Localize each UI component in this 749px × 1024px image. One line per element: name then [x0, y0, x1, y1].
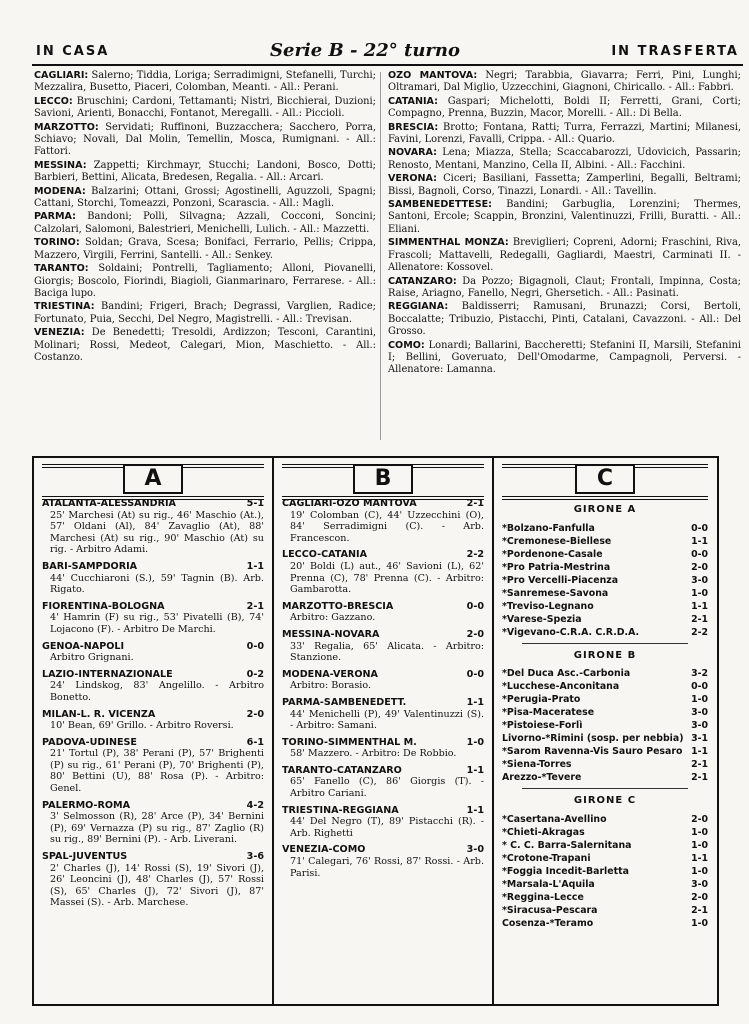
- match-header: [282, 549, 484, 561]
- lineup-entry: [388, 173, 741, 198]
- match-header: [282, 765, 484, 777]
- girone-match-teams: *Lucchese-Anconitana: [502, 681, 620, 693]
- girone-match-teams: *Cremonese-Biellese: [502, 535, 612, 547]
- match-score: 1-1: [466, 696, 484, 708]
- girone-match: [502, 719, 708, 732]
- girone-match-score: 1-0: [691, 826, 708, 838]
- lineup-entry: [388, 276, 741, 301]
- lineup-players: Breviglieri; Copreni, Adorni; Fraschini, Riva, Frascoli; Mattavelli, Redegalli, Gagliardi, Maestri, Carminati II. - Allenatore: Kossovel.: [388, 237, 741, 274]
- match-score: 1-1: [246, 560, 264, 572]
- lineup-team-name: TORINO:: [34, 237, 80, 249]
- girone-match-teams: *Pistoiese-Forlì: [502, 720, 583, 732]
- girone-match: [502, 667, 708, 680]
- lineup-entry: [388, 122, 741, 147]
- girone-match: [502, 745, 708, 758]
- girone-match-teams: *Vigevano-C.R.A. C.R.D.A.: [502, 626, 640, 638]
- lineup-team-name: VERONA:: [388, 173, 437, 185]
- girone-match-score: 1-1: [691, 746, 708, 758]
- girone-match-teams: *Pro Vercelli-Piacenza: [502, 574, 619, 586]
- girone-match: [502, 626, 708, 639]
- girone-match-teams: *Pordenone-Casale: [502, 548, 603, 560]
- header-in-trasferta: IN TRASFERTA: [611, 44, 739, 59]
- girone-match-teams: Arezzo-*Tevere: [502, 772, 582, 784]
- match-header: [282, 844, 484, 856]
- girone-match-score: 0-0: [691, 548, 708, 560]
- girone-match: [502, 613, 708, 626]
- lineup-entry: [34, 327, 376, 364]
- lineup-entry: [388, 340, 741, 377]
- match-details: 24' Lindskog, 83' Angelillo. - Arbitro Bonetto.: [50, 680, 264, 703]
- match-header: [42, 498, 264, 510]
- girone-match-teams: *Pro Patria-Mestrina: [502, 561, 611, 573]
- match-entry: [282, 765, 484, 800]
- lineup-players: Da Pozzo; Bigagnoli, Claut; Frontali, Impinna, Costa; Raise, Ariagno, Fanello, Negri, Ghersetich. - All.: Pasinati.: [388, 275, 742, 299]
- match-score: 4-2: [246, 799, 264, 811]
- match-header: [282, 737, 484, 749]
- match-details: 44' Del Negro (T), 89' Pistacchi (R). - Arb. Righetti: [290, 816, 484, 839]
- match-details: Arbitro Grignani.: [50, 652, 134, 664]
- girone-match-score: 2-1: [691, 772, 708, 784]
- girone-match-teams: *Casertana-Avellino: [502, 813, 607, 825]
- match-score: 0-0: [246, 640, 264, 652]
- home-lineups: [34, 70, 376, 365]
- lineup-players: Bandini; Frigeri, Brach; Degrassi, Varglien, Radice; Fortunato, Puia, Secchi, Del Negro, Magistrelli. - All.: Trevisan.: [34, 301, 377, 325]
- match-teams: MILAN-L. R. VICENZA: [42, 708, 156, 720]
- girone-match-teams: *Siracusa-Pescara: [502, 904, 598, 916]
- lineup-entry: [34, 237, 376, 262]
- girone-match-score: 1-0: [691, 839, 708, 851]
- lineup-players: Lena; Miazza, Stella; Scaccabarozzi, Udovicich, Passarin; Renosto, Mentani, Manzino, Cella II, Albini. - All.: Facchini.: [388, 147, 742, 171]
- girone-match-score: 2-0: [691, 813, 708, 825]
- girone-match: [502, 852, 708, 865]
- match-teams: LECCO-CATANIA: [282, 549, 368, 561]
- match-teams: CAGLIARI-OZO MANTOVA: [282, 498, 417, 509]
- match-details: 3' Selmosson (R), 28' Arce (P), 34' Bernini (P), 69' Vernazza (P) su rig., 87' Zaglio (R) su rig., 89' Bernini (P). - Arb. Liverani.: [50, 811, 264, 846]
- girone-match: [502, 535, 708, 548]
- lineup-entry: [34, 122, 376, 159]
- lineup-entry: [34, 186, 376, 211]
- lineup-players: Ciceri; Basiliani, Fassetta; Zamperlini, Begalli, Beltrami; Bissi, Bagnoli, Corso, Tinazzi, Lonardi. - All.: Tavellin.: [388, 173, 742, 197]
- girone-match: [502, 587, 708, 600]
- girone-match: [502, 574, 708, 587]
- lineup-team-name: COMO:: [388, 339, 425, 351]
- girone-match: [502, 891, 708, 904]
- girone-match-teams: *Siena-Torres: [502, 759, 572, 771]
- match-score: 2-1: [246, 600, 264, 612]
- match-header: [282, 498, 484, 510]
- serie-a-column: [34, 458, 274, 1004]
- lineup-players: Lonardi; Ballarini, Baccheretti; Stefanini II, Marsili, Stefanini I; Bellini, Goveruato, Dell'Omodarme, Campagnoli, Perversi. - Allenatore: Lamanna.: [388, 339, 742, 376]
- girone-match-score: 1-1: [691, 600, 708, 612]
- serie-b-column: [274, 458, 494, 1004]
- match-teams: VENEZIA-COMO: [282, 844, 366, 856]
- girone-match: [502, 732, 708, 745]
- girone-match-score: 3-2: [691, 668, 708, 680]
- match-entry: [42, 709, 264, 732]
- match-header: [42, 800, 264, 812]
- girone-match-teams: Livorno-*Rimini (sosp. per nebbia): [502, 733, 684, 745]
- girone-match-score: 3-0: [691, 574, 708, 586]
- match-score: 2-2: [466, 549, 484, 561]
- match-details: 71' Calegari, 76' Rossi, 87' Rossi. - Arb. Parisi.: [290, 856, 484, 879]
- serie-b-letter: B: [353, 464, 413, 494]
- girone-match: [502, 548, 708, 561]
- lineup-players: Soldan; Grava, Scesa; Bonifaci, Ferrario, Pellis; Crippa, Mazzero, Virgili, Ferrini, Santelli. - All.: Senkey.: [34, 237, 376, 261]
- lineup-players: Salerno; Tiddia, Loriga; Serradimigni, Stefanelli, Turchi; Mezzalira, Busetto, Piaceri, Colomban, Meanti. - All.: Perani.: [34, 70, 377, 94]
- girone-match: [502, 917, 708, 930]
- girone-match-score: 3-0: [691, 707, 708, 719]
- girone-match-score: 3-0: [691, 878, 708, 890]
- match-teams: SPAL-JUVENTUS: [42, 851, 128, 863]
- serie-a-letter: A: [123, 464, 183, 494]
- lineup-team-name: TARANTO:: [34, 263, 89, 275]
- lineup-entry: [34, 160, 376, 185]
- girone-match-teams: *Chieti-Akragas: [502, 826, 585, 838]
- lineup-entry: [388, 147, 741, 172]
- lineup-players: Bandini; Garbuglia, Lorenzini; Thermes, Santoni, Ercole; Scappin, Bronzini, Valentinuzzi, Frilli, Buratti. - All.: Eliani.: [388, 199, 741, 235]
- girone-match: [502, 839, 708, 852]
- girone-match-score: 1-1: [691, 852, 708, 864]
- match-teams: GENOA-NAPOLI: [42, 640, 125, 652]
- lineup-players: De Benedetti; Tresoldi, Ardizzon; Tesconi, Carantini, Molinari; Rossi, Medeot, Calegari, Mion, Maschietto. - All.: Costanzo.: [34, 327, 377, 363]
- match-teams: MODENA-VERONA: [282, 668, 378, 680]
- lineup-team-name: TRIESTINA:: [34, 301, 95, 313]
- lineup-team-name: CAGLIARI:: [34, 70, 89, 81]
- match-details: 4' Hamrin (F) su rig., 53' Pivatelli (B), 74' Lojacono (F). - Arbitro De Marchi.: [50, 612, 264, 635]
- lineup-entry: [388, 301, 741, 338]
- match-entry: [282, 805, 484, 840]
- match-details: 58' Mazzero. - Arbitro: De Robbio.: [290, 748, 457, 760]
- girone-match-score: 2-1: [691, 759, 708, 771]
- girone-match-score: 2-2: [691, 626, 708, 638]
- match-score: 0-0: [466, 668, 484, 680]
- match-teams: MARZOTTO-BRESCIA: [282, 600, 394, 612]
- serie-b-results: [282, 498, 484, 884]
- match-entry: [42, 641, 264, 664]
- lineup-team-name: CATANZARO:: [388, 275, 457, 287]
- match-entry: [42, 561, 264, 596]
- match-details: 19' Colomban (C), 44' Uzzecchini (O), 84' Serradimigni (C). - Arb. Francescon.: [290, 509, 484, 544]
- girone-match-score: 2-1: [691, 613, 708, 625]
- away-lineups: [388, 70, 741, 378]
- girone-title: GIRONE C: [573, 795, 637, 807]
- match-header: [282, 601, 484, 613]
- match-header: [42, 669, 264, 681]
- girone-match: [502, 600, 708, 613]
- lineup-players: Baldisserri; Ramusani, Brunazzi; Corsi, Bertoli, Boccalatte; Tribuzio, Pistacchi, Pinti, Catalani, Cavazzoni. - All.: Del Grosso.: [388, 301, 741, 338]
- girone-title: GIRONE A: [573, 504, 637, 515]
- girone-match-score: 2-0: [691, 891, 708, 903]
- lineup-entry: [34, 301, 376, 326]
- girone-separator: [522, 643, 688, 644]
- match-details: 25' Marchesi (At) su rig., 46' Maschio (At.), 57' Oldani (Al), 84' Zavaglio (At), 88' Marchesi (At) su rig., 90' Maschio (At) su rig. - Arbitro Adami.: [50, 509, 264, 556]
- match-teams: BARI-SAMPDORIA: [42, 560, 138, 572]
- lineup-entry: [34, 96, 376, 121]
- match-header: [42, 709, 264, 721]
- girone-match-teams: *Sanremese-Savona: [502, 587, 609, 599]
- girone-match-teams: *Treviso-Legnano: [502, 600, 594, 612]
- lineup-team-name: VENEZIA:: [34, 327, 85, 339]
- match-teams: PADOVA-UDINESE: [42, 736, 137, 748]
- match-score: 2-0: [466, 628, 484, 640]
- header-in-casa: IN CASA: [36, 44, 110, 59]
- girone-match-score: 3-0: [691, 720, 708, 732]
- lineup-team-name: SIMMENTHAL MONZA:: [388, 237, 509, 249]
- match-score: 2-0: [246, 708, 264, 720]
- girone-match-score: 1-0: [691, 865, 708, 877]
- match-score: 1-1: [466, 764, 484, 776]
- girone-match-teams: *Pisa-Maceratese: [502, 707, 595, 719]
- match-entry: [42, 851, 264, 909]
- match-score: 5-1: [246, 498, 264, 509]
- match-header: [42, 601, 264, 613]
- lineup-entry: [34, 70, 376, 95]
- lineup-team-name: MARZOTTO:: [34, 121, 99, 133]
- girone-match-score: 2-0: [691, 561, 708, 573]
- match-header: [282, 629, 484, 641]
- lineup-team-name: PARMA:: [34, 211, 76, 223]
- header-serie-b-title: Serie B - 22° turno: [270, 40, 461, 61]
- lineup-entry: [34, 211, 376, 236]
- girone-match: [502, 680, 708, 693]
- girone-title: GIRONE B: [573, 649, 637, 661]
- girone-match: [502, 904, 708, 917]
- girone-match: [502, 826, 708, 839]
- lineup-team-name: SAMBENEDETTESE:: [388, 199, 493, 211]
- girone-match-teams: *Foggia Incedit-Barletta: [502, 865, 629, 877]
- lineup-entry: [388, 70, 741, 95]
- match-details: 21' Tortul (P), 38' Perani (P), 57' Brighenti (P) su rig., 61' Perani (P), 70' Brighenti (P), 80' Bettini (U), 88' Rosa (P). - Arbitro: Genel.: [50, 748, 264, 795]
- lineups-divider: [380, 72, 381, 440]
- match-header: [282, 697, 484, 709]
- girone-match-teams: *Varese-Spezia: [502, 613, 582, 625]
- lineup-players: Servidati; Ruffinoni, Buzzacchera; Sacchero, Porra, Schiavo; Novali, Dal Molin, Temellin, Mosca, Rumignani. - All.: Fattori.: [34, 121, 376, 158]
- match-header: [42, 851, 264, 863]
- match-score: 3-0: [466, 844, 484, 856]
- lineup-team-name: OZO MANTOVA:: [388, 70, 478, 81]
- match-entry: [282, 549, 484, 595]
- serie-c-column: [494, 458, 716, 1004]
- girone-match-score: 2-1: [691, 904, 708, 916]
- lineup-entry: [388, 199, 741, 236]
- girone-match-score: 3-1: [691, 733, 708, 745]
- match-teams: TORINO-SIMMENTHAL M.: [282, 736, 417, 748]
- lineup-team-name: REGGIANA:: [388, 301, 449, 313]
- match-teams: TRIESTINA-REGGIANA: [282, 804, 399, 816]
- girone-match-score: 1-0: [691, 694, 708, 706]
- match-entry: [282, 844, 484, 879]
- lineup-team-name: MESSINA:: [34, 159, 87, 171]
- girone-match: [502, 561, 708, 574]
- match-details: 10' Bean, 69' Grillo. - Arbitro Roversi.: [50, 720, 234, 732]
- match-header: [42, 641, 264, 653]
- match-teams: FIORENTINA-BOLOGNA: [42, 600, 165, 612]
- lineup-players: Bandoni; Polli, Silvagna; Azzali, Cocconi, Soncini; Calzolari, Salomoni, Balestrieri, Menichelli, Lulich. - All.: Mazzetti.: [34, 211, 376, 235]
- lineup-team-name: MODENA:: [34, 185, 86, 197]
- match-details: Arbitro: Borasio.: [290, 680, 372, 692]
- match-details: 33' Regalia, 65' Alicata. - Arbitro: Stanzione.: [290, 640, 484, 664]
- lineup-team-name: BRESCIA:: [388, 121, 439, 133]
- results-box: [32, 456, 719, 1006]
- lineup-team-name: LECCO:: [34, 95, 73, 107]
- match-details: 2' Charles (J), 14' Rossi (S), 19' Sivori (J), 26' Leoncini (J), 48' Charles (J), 57' Rossi (S), 65' Charles (J), 72' Sivori (J), 87' Massei (S). - Arb. Marchese.: [50, 862, 264, 909]
- match-score: 2-1: [466, 498, 484, 509]
- girone-match-teams: *Del Duca Asc.-Carbonia: [502, 668, 631, 680]
- match-details: Arbitro: Gazzano.: [290, 612, 376, 624]
- serie-c-results: [502, 498, 708, 930]
- match-teams: MESSINA-NOVARA: [282, 628, 380, 640]
- girone-match: [502, 758, 708, 771]
- girone-separator: [522, 788, 688, 789]
- match-teams: PARMA-SAMBENEDETT.: [282, 696, 407, 708]
- match-header: [282, 805, 484, 817]
- match-header: [42, 561, 264, 573]
- serie-a-results: [42, 498, 264, 914]
- girone-match-score: 0-0: [691, 522, 708, 534]
- match-teams: ATALANTA-ALESSANDRIA: [42, 498, 176, 509]
- girone-match-teams: * C. C. Barra-Salernitana: [502, 839, 632, 851]
- match-score: 1-0: [466, 736, 484, 748]
- lineup-players: Gaspari; Michelotti, Boldi II; Ferretti, Grani, Corti; Compagno, Prenna, Buzzin, Macor, Morelli. - All.: Di Bella.: [388, 95, 742, 120]
- match-entry: [42, 737, 264, 795]
- match-details: 65' Fanello (C), 86' Giorgis (T). - Arbitro Cariani.: [290, 776, 484, 800]
- girone-match-teams: Cosenza-*Teramo: [502, 917, 594, 929]
- header-rule: [32, 64, 743, 66]
- lineup-entry: [34, 263, 376, 300]
- serie-c-letter: C: [575, 464, 635, 494]
- girone-match-score: 1-0: [691, 587, 708, 599]
- match-score: 0-0: [466, 600, 484, 612]
- match-details: 20' Boldi (L) aut., 46' Savioni (L), 62' Prenna (C), 78' Prenna (C). - Arbitro: Gambarotta.: [290, 560, 484, 596]
- lineup-team-name: CATANIA:: [388, 95, 438, 107]
- match-score: 1-1: [466, 804, 484, 816]
- girone-match: [502, 522, 708, 535]
- match-entry: [282, 601, 484, 624]
- girone-match: [502, 878, 708, 891]
- lineup-players: Negri; Tarabbia, Giavarra; Ferri, Pini, Lunghi; Oltramari, Dal Miglio, Uzzecchini, Giagnoni, Chiricallo. - All.: Fabbri.: [388, 70, 741, 94]
- lineup-players: Brotto; Fontana, Ratti; Turra, Ferrazzi, Martini; Milanesi, Favini, Lorenzi, Favalli, Crippa. - All.: Quario.: [388, 121, 741, 146]
- match-teams: LAZIO-INTERNAZIONALE: [42, 668, 173, 680]
- lineup-team-name: NOVARA:: [388, 147, 437, 159]
- match-score: 0-2: [246, 668, 264, 680]
- match-entry: [282, 629, 484, 664]
- girone-match: [502, 813, 708, 826]
- match-entry: [282, 498, 484, 544]
- girone-match-teams: *Reggina-Lecce: [502, 891, 584, 903]
- lineup-entry: [388, 96, 741, 121]
- girone-match: [502, 771, 708, 784]
- girone-match: [502, 693, 708, 706]
- girone-match: [502, 706, 708, 719]
- girone-match-teams: *Perugia-Prato: [502, 694, 581, 706]
- girone-match: [502, 865, 708, 878]
- girone-match-score: 1-1: [691, 535, 708, 547]
- match-entry: [282, 737, 484, 760]
- match-score: 3-6: [246, 851, 264, 863]
- girone-match-score: 1-0: [691, 917, 708, 929]
- match-score: 6-1: [246, 736, 264, 748]
- match-teams: TARANTO-CATANZARO: [282, 764, 402, 776]
- match-teams: PALERMO-ROMA: [42, 799, 131, 811]
- lineup-entry: [388, 237, 741, 274]
- girone-match-teams: *Marsala-L'Aquila: [502, 878, 595, 890]
- match-entry: [42, 601, 264, 636]
- girone-match-teams: *Bolzano-Fanfulla: [502, 522, 595, 534]
- match-entry: [42, 800, 264, 846]
- lineup-players: Soldaini; Pontrelli, Tagliamento; Alloni, Piovanelli, Giorgis; Boscolo, Fiorindi, Biagioli, Gianmarinaro, Ferrarese. - All.: Baciga lupo.: [34, 263, 376, 299]
- match-entry: [42, 669, 264, 704]
- match-entry: [282, 669, 484, 692]
- match-header: [42, 737, 264, 749]
- match-header: [282, 669, 484, 681]
- lineup-players: Zappetti; Kirchmayr, Stucchi; Landoni, Bosco, Dotti; Barbieri, Bettini, Alicata, Bredesen, Regalia. - All.: Arcari.: [34, 159, 377, 184]
- girone-match-score: 0-0: [691, 681, 708, 693]
- girone-match-teams: *Crotone-Trapani: [502, 852, 591, 864]
- girone-match-teams: *Sarom Ravenna-Vis Sauro Pesaro: [502, 746, 683, 758]
- lineup-players: Bruschini; Cardoni, Tettamanti; Nistri, Bicchierai, Duzioni; Savioni, Arienti, Bonacchi, Fontanot, Meregalli. - All.: Piccioli.: [34, 95, 376, 120]
- lineup-players: Balzarini; Ottani, Grossi; Agostinelli, Aguzzoli, Spagni; Cattani, Storchi, Tomeazzi, Ponzoni, Scarascia. - All.: Magli.: [34, 185, 377, 210]
- match-details: 44' Cucchiaroni (S.), 59' Tagnin (B). Arb. Rigato.: [50, 572, 264, 596]
- match-details: 44' Menichelli (P), 49' Valentinuzzi (S). - Arbitro: Samani.: [290, 708, 484, 732]
- match-entry: [42, 498, 264, 556]
- match-entry: [282, 697, 484, 732]
